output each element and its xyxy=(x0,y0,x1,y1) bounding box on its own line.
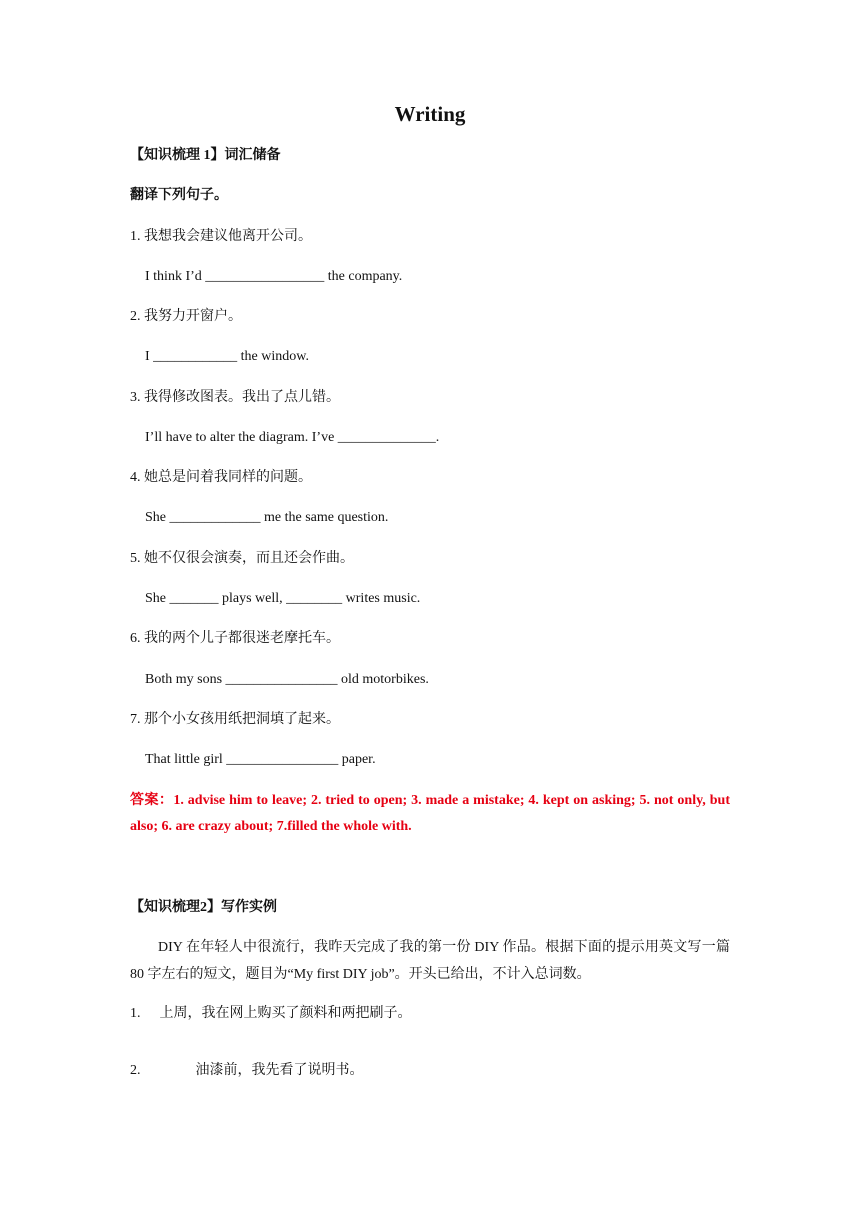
point-2-number: 2. xyxy=(130,1063,141,1078)
point-2-text: 油漆前，我先看了说明书。 xyxy=(195,1063,364,1078)
item-2-chinese: 2. 我努力开窗户。 xyxy=(130,309,242,324)
item-7-chinese: 7. 那个小女孩用纸把洞填了起来。 xyxy=(130,712,340,727)
item-1-chinese: 1. 我想我会建议他离开公司。 xyxy=(130,229,312,244)
item-1-english: I think I’d _________________ the company. xyxy=(145,269,403,284)
page-title: Writing xyxy=(394,102,466,126)
item-5-english: She _______ plays well, ________ writes music. xyxy=(145,591,421,606)
item-7-english: That little girl ________________ paper. xyxy=(145,752,376,767)
item-3-chinese: 3. 我得修改图表。我出了点儿错。 xyxy=(130,390,340,405)
section1-instruction: 翻译下列句子。 xyxy=(130,188,228,203)
section2-paragraph: DIY 在年轻人中很流行，我昨天完成了我的第一份 DIY 作品。根据下面的提示用英文写一篇 80 字左右的短文，题目为“My first DIY job”。开头已给出，不计入总词数。 xyxy=(130,940,730,982)
item-4-chinese: 4. 她总是问着我同样的问题。 xyxy=(130,470,312,485)
point-1 xyxy=(130,1004,412,1024)
item-2-english: I ____________ the window. xyxy=(145,349,309,364)
item-4-english: She _____________ me the same question. xyxy=(145,510,389,525)
section2-heading: 【知识梳理2】写作实例 xyxy=(130,900,277,915)
point-1-text: 上周，我在网上购买了颜料和两把刷子。 xyxy=(159,1006,412,1021)
item-6-english: Both my sons ________________ old motorbikes. xyxy=(145,672,429,687)
answer-key: 答案：1. advise him to leave; 2. tried to open; 3. made a mistake; 4. kept on asking; 5. not only, but also; 6. are crazy about; 7.filled the whole with. xyxy=(130,793,730,834)
item-5-chinese: 5. 她不仅很会演奏，而且还会作曲。 xyxy=(130,551,354,566)
point-2 xyxy=(130,1061,364,1081)
section1-heading: 【知识梳理 1】词汇储备 xyxy=(130,148,281,163)
point-1-number: 1. xyxy=(130,1006,141,1021)
item-6-chinese: 6. 我的两个儿子都很迷老摩托车。 xyxy=(130,631,340,646)
item-3-english: I’ll have to alter the diagram. I’ve ______________. xyxy=(145,430,440,445)
